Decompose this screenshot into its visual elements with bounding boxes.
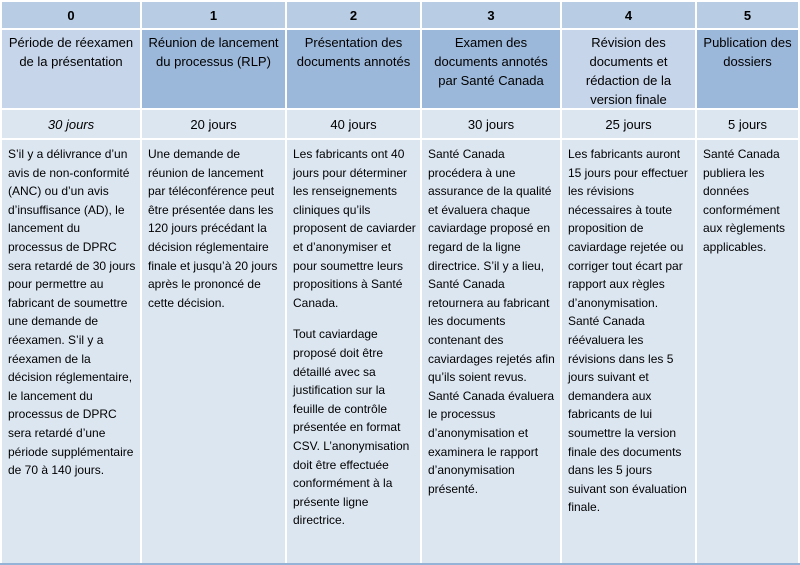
- step-title: Présentation des documents annotés: [287, 30, 420, 108]
- step-title: Examen des documents annotés par Santé Canada: [422, 30, 560, 108]
- timeline-column-5: [697, 2, 798, 563]
- step-duration: 5 jours: [697, 110, 798, 138]
- step-title: Publication des dossiers: [697, 30, 798, 108]
- timeline-column-1: [142, 2, 285, 563]
- step-description: [2, 140, 140, 563]
- description-paragraph: Les fabricants auront 15 jours pour effectuer les révisions nécessaires à toute proposition de caviardage rejetée ou corriger tout écart par rapport aux règles d’anonymisation. Santé Canada réévaluera les révisions dans les 5 jours suivant et demandera aux fabricants de lui soumettre la version finale des documents dans les 5 jours suivant son évaluation finale.: [568, 147, 688, 515]
- step-number: 2: [287, 2, 420, 28]
- step-number: 0: [2, 2, 140, 28]
- timeline-column-0: [2, 2, 140, 563]
- step-duration: 25 jours: [562, 110, 695, 138]
- step-duration: 20 jours: [142, 110, 285, 138]
- step-duration: 40 jours: [287, 110, 420, 138]
- step-title: Révision des documents et rédaction de la version finale: [562, 30, 695, 108]
- timeline-column-4: [562, 2, 695, 563]
- step-number: 5: [697, 2, 798, 28]
- step-description: [697, 140, 798, 563]
- description-paragraph: Santé Canada procédera à une assurance de la qualité et évaluera chaque caviardage proposé en regard de la ligne directrice. S’il y a lieu, Santé Canada retournera au fabricant les documents contenant des caviardages rejetés afin qu’ils soient revus. Santé Canada évaluera le processus d’anonymisation et examinera le rapport d’anonymisation présenté.: [428, 147, 555, 496]
- step-description: [562, 140, 695, 563]
- step-title: Période de réexamen de la présentation: [2, 30, 140, 108]
- step-number: 3: [422, 2, 560, 28]
- description-paragraph: Les fabricants ont 40 jours pour déterminer les renseignements cliniques qu’ils proposent de caviarder et d’anonymiser et pour soumettre leurs propositions à Santé Canada.: [293, 147, 416, 310]
- step-duration: 30 jours: [2, 110, 140, 138]
- description-paragraph: Santé Canada publiera les données conformément aux règlements applicables.: [703, 147, 786, 254]
- step-number: 1: [142, 2, 285, 28]
- step-description: [287, 140, 420, 563]
- step-title: Réunion de lancement du processus (RLP): [142, 30, 285, 108]
- description-paragraph: S’il y a délivrance d’un avis de non-conformité (ANC) ou d’un avis d’insuffisance (AD), le lancement du processus de DPRC sera retardé de 30 jours pour permettre au fabricant de soumettre une demande de réexamen. S’il y a réexamen de la décision réglementaire, le lancement du processus de DPRC sera retardé d’une période supplémentaire de 70 à 140 jours.: [8, 147, 136, 478]
- step-number: 4: [562, 2, 695, 28]
- timeline-column-3: [422, 2, 560, 563]
- timeline-column-2: [287, 2, 420, 563]
- step-description: [422, 140, 560, 563]
- description-paragraph: Une demande de réunion de lancement par téléconférence peut être présentée dans les 120 jours précédant la décision réglementaire finale et jusqu’à 20 jours après le prononcé de cette décision.: [148, 147, 278, 310]
- description-paragraph: Tout caviardage proposé doit être détaillé avec sa justification sur la feuille de contrôle présentée en format CSV. L’anonymisation doit être effectuée conformément à la présente ligne directrice.: [293, 327, 410, 528]
- step-duration: 30 jours: [422, 110, 560, 138]
- step-description: [142, 140, 285, 563]
